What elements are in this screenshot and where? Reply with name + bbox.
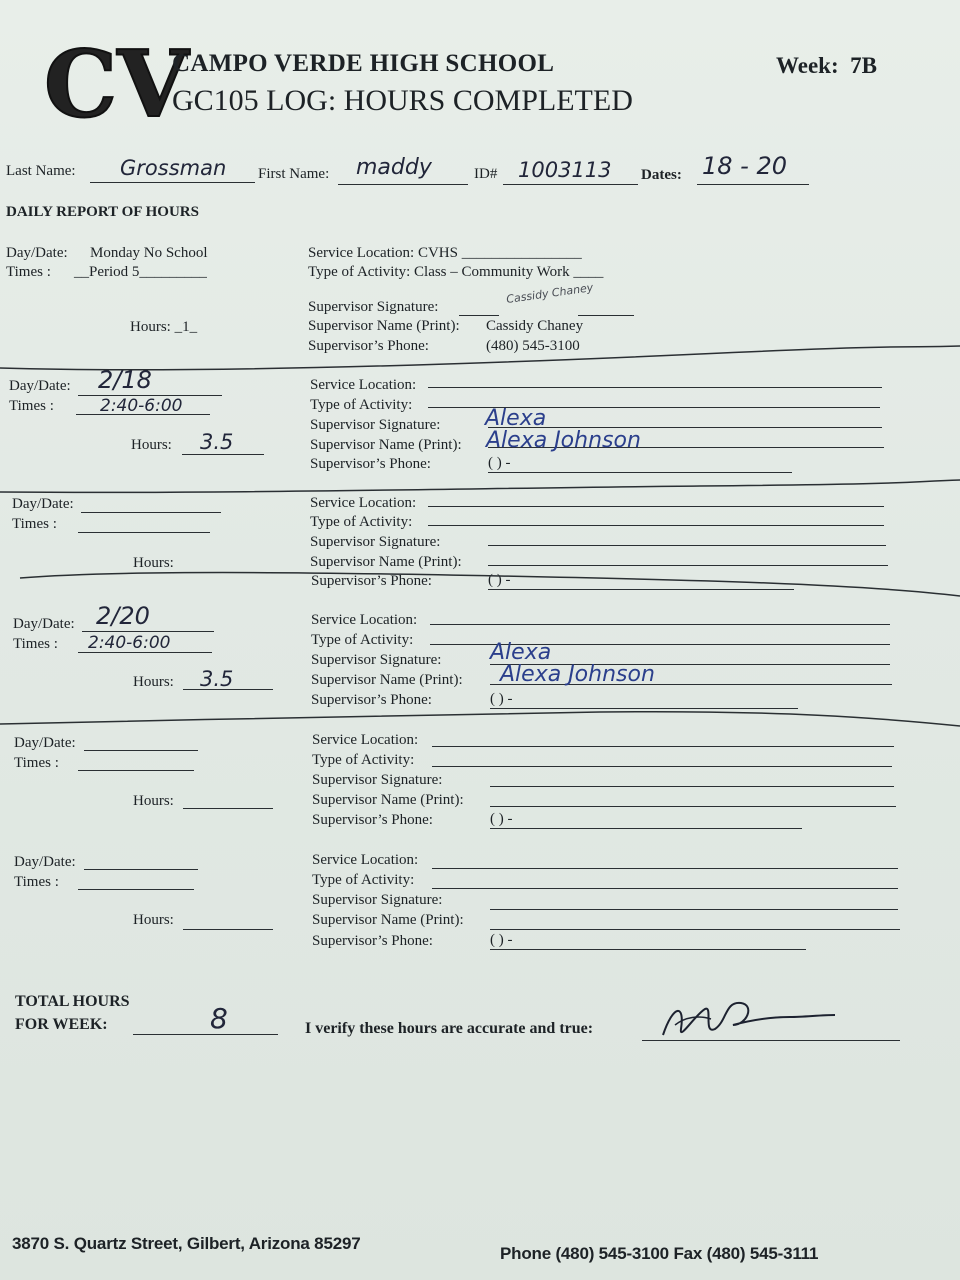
total-hours-label-line1: TOTAL HOURS xyxy=(15,993,130,1010)
entry-2-day-date-label: Day/Date: xyxy=(9,378,71,394)
entry-1-day-date-value: Monday No School xyxy=(90,245,208,261)
separator-4 xyxy=(0,700,960,740)
entry-4-day-date-label: Day/Date: xyxy=(13,616,75,632)
entry-3-day-date-label: Day/Date: xyxy=(12,496,74,512)
entry-6-supervisor-name-line xyxy=(490,929,900,930)
entry-1-hours: Hours: _1_ xyxy=(130,319,198,335)
entry-5-times-label: Times : xyxy=(14,755,59,771)
entry-6-hours-line xyxy=(183,929,273,930)
entry-4-phone-blank: ( ) - xyxy=(490,691,798,709)
verify-statement: I verify these hours are accurate and true: xyxy=(305,1020,594,1037)
logo-text: CV xyxy=(44,30,189,138)
entry-3-times-label: Times : xyxy=(12,516,57,532)
student-signature[interactable] xyxy=(655,995,845,1047)
entry-6-day-date-label: Day/Date: xyxy=(14,854,76,870)
entry-3-signature-line xyxy=(488,545,886,546)
entry-1-supervisor-name-value: Cassidy Chaney xyxy=(486,318,584,334)
entry-4-activity-label: Type of Activity: xyxy=(311,632,414,648)
entry-6-times-label: Times : xyxy=(14,874,59,890)
entry-5-day-date-line xyxy=(84,750,198,751)
school-name: CAMPO VERDE HIGH SCHOOL xyxy=(172,50,555,77)
entry-4-phone-label: Supervisor’s Phone: xyxy=(311,692,432,708)
entry-5-activity-line xyxy=(432,766,892,767)
week-value: 7B xyxy=(850,53,877,78)
entry-5-service-location-line xyxy=(432,746,894,747)
entry-1-type-of-activity: Type of Activity: Class – Community Work ____ xyxy=(308,264,604,280)
entry-1-signature-mark[interactable]: Cassidy Chaney xyxy=(505,280,595,307)
first-name-value[interactable]: maddy xyxy=(356,155,432,180)
dates-line xyxy=(697,184,809,185)
entry-3-phone-blank: ( ) - xyxy=(488,572,794,590)
entry-1-signature-line-b xyxy=(578,315,634,316)
entry-1-service-location: Service Location: CVHS ________________ xyxy=(308,245,582,261)
entry-6-signature-label: Supervisor Signature: xyxy=(312,892,443,908)
entry-2-hours-line xyxy=(182,454,264,455)
entry-2-hours-value[interactable]: 3.5 xyxy=(200,430,234,454)
entry-4-times-value[interactable]: 2:40-6:00 xyxy=(88,633,171,653)
entry-5-hours-line xyxy=(183,808,273,809)
entry-3-day-date-line xyxy=(81,512,221,513)
entry-4-supervisor-name-label: Supervisor Name (Print): xyxy=(311,672,463,688)
week-indicator xyxy=(776,53,877,79)
entry-3-signature-label: Supervisor Signature: xyxy=(310,534,441,550)
entry-3-supervisor-name-label: Supervisor Name (Print): xyxy=(310,554,462,570)
entry-4-hours-label: Hours: xyxy=(133,674,174,690)
week-label: Week: xyxy=(776,53,839,78)
separator-3 xyxy=(0,560,960,600)
entry-6-activity-line xyxy=(432,888,898,889)
entry-4-service-location-line xyxy=(430,624,890,625)
log-title: GC105 LOG: HOURS COMPLETED xyxy=(172,84,633,117)
entry-3-activity-line xyxy=(428,525,884,526)
entry-4-day-date-value[interactable]: 2/20 xyxy=(96,602,150,630)
entry-3-service-location-label: Service Location: xyxy=(310,495,417,511)
entry-5-service-location-label: Service Location: xyxy=(312,732,419,748)
entry-2-service-location-line xyxy=(428,387,882,388)
entry-4-signature-label: Supervisor Signature: xyxy=(311,652,442,668)
entry-2-phone-blank: ( ) - xyxy=(488,455,792,473)
entry-6-hours-label: Hours: xyxy=(133,912,174,928)
entry-6-times-line xyxy=(78,889,194,890)
entry-5-activity-label: Type of Activity: xyxy=(312,752,415,768)
entry-5-day-date-label: Day/Date: xyxy=(14,735,76,751)
dates-label: Dates: xyxy=(641,167,682,183)
entry-2-day-date-value[interactable]: 2/18 xyxy=(98,366,152,394)
entry-5-signature-line xyxy=(490,786,894,787)
entry-4-hours-value[interactable]: 3.5 xyxy=(200,667,234,691)
entry-1-times-label: Times : xyxy=(6,264,51,280)
entry-2-times-label: Times : xyxy=(9,398,54,414)
entry-2-service-location-label: Service Location: xyxy=(310,377,417,393)
last-name-line xyxy=(90,182,255,183)
entry-5-times-line xyxy=(78,770,194,771)
entry-5-supervisor-name-label: Supervisor Name (Print): xyxy=(312,792,464,808)
entry-2-phone-label: Supervisor’s Phone: xyxy=(310,456,431,472)
entry-4-times-label: Times : xyxy=(13,636,58,652)
entry-3-service-location-line xyxy=(428,506,884,507)
entry-6-phone-blank: ( ) - xyxy=(490,932,806,950)
entry-6-day-date-line xyxy=(84,869,198,870)
entry-6-signature-line xyxy=(490,909,898,910)
entry-1-supervisor-name-label: Supervisor Name (Print): xyxy=(308,318,460,334)
entry-3-times-line xyxy=(78,532,210,533)
entry-3-phone-label: Supervisor’s Phone: xyxy=(311,573,432,589)
footer-phone-fax: Phone (480) 545-3100 Fax (480) 545-3111 xyxy=(500,1244,819,1263)
id-value[interactable]: 1003113 xyxy=(518,158,612,182)
entry-1-day-date-label: Day/Date: xyxy=(6,245,68,261)
first-name-line xyxy=(338,184,468,185)
entry-5-signature-label: Supervisor Signature: xyxy=(312,772,443,788)
section-title: DAILY REPORT OF HOURS xyxy=(6,204,199,220)
entry-2-signature-mark[interactable]: Alexa xyxy=(485,406,547,431)
entry-6-supervisor-name-label: Supervisor Name (Print): xyxy=(312,912,464,928)
school-logo xyxy=(40,28,189,138)
entry-2-signature-label: Supervisor Signature: xyxy=(310,417,441,433)
entry-6-service-location-label: Service Location: xyxy=(312,852,419,868)
entry-2-activity-label: Type of Activity: xyxy=(310,397,413,413)
entry-1-phone-value: (480) 545-3100 xyxy=(486,338,580,354)
footer-address: 3870 S. Quartz Street, Gilbert, Arizona 85297 xyxy=(12,1234,361,1253)
entry-4-service-location-label: Service Location: xyxy=(311,612,418,628)
dates-value[interactable]: 18 - 20 xyxy=(702,152,787,180)
entry-1-signature-label: Supervisor Signature: xyxy=(308,299,439,315)
entry-5-phone-label: Supervisor’s Phone: xyxy=(312,812,433,828)
entry-2-hours-label: Hours: xyxy=(131,437,172,453)
total-hours-value[interactable]: 8 xyxy=(210,1002,228,1035)
entry-2-times-value[interactable]: 2:40-6:00 xyxy=(100,396,183,416)
entry-1-signature-line-a xyxy=(459,315,499,316)
id-label: ID# xyxy=(474,166,498,182)
entry-4-signature-mark[interactable]: Alexa xyxy=(490,640,552,665)
total-hours-label-line2: FOR WEEK: xyxy=(15,1016,108,1033)
entry-1-times-value: __Period 5_________ xyxy=(74,264,207,280)
entry-3-hours-label: Hours: xyxy=(133,555,174,571)
entry-4-supervisor-name-value[interactable]: Alexa Johnson xyxy=(500,662,655,687)
entry-4-day-date-line xyxy=(82,631,214,632)
entry-1-phone-label: Supervisor’s Phone: xyxy=(308,338,429,354)
entry-2-supervisor-name-label: Supervisor Name (Print): xyxy=(310,437,462,453)
entry-6-service-location-line xyxy=(432,868,898,869)
entry-3-activity-label: Type of Activity: xyxy=(310,514,413,530)
id-line xyxy=(503,184,638,185)
total-hours-line xyxy=(133,1034,278,1035)
entry-6-activity-label: Type of Activity: xyxy=(312,872,415,888)
entry-2-supervisor-name-value[interactable]: Alexa Johnson xyxy=(486,428,641,453)
entry-6-phone-label: Supervisor’s Phone: xyxy=(312,933,433,949)
entry-5-supervisor-name-line xyxy=(490,806,896,807)
entry-5-hours-label: Hours: xyxy=(133,793,174,809)
last-name-value[interactable]: Grossman xyxy=(120,156,227,180)
entry-5-phone-blank: ( ) - xyxy=(490,811,802,829)
separator-2 xyxy=(0,470,960,510)
first-name-label: First Name: xyxy=(258,166,330,182)
last-name-label: Last Name: xyxy=(6,163,76,179)
